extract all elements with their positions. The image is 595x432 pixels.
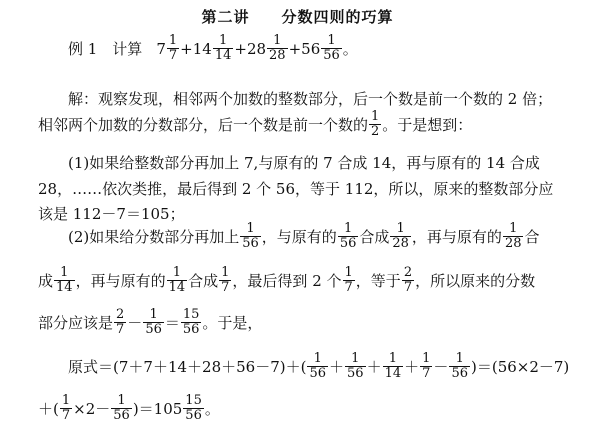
fraction: $\frac{1}{56}$ — [242, 221, 259, 251]
text: ，最后得到 2 个 — [232, 272, 342, 290]
plus-sign: ＋ — [404, 358, 420, 376]
term-whole: 56 — [301, 39, 321, 58]
solution-line-2 — [38, 110, 472, 139]
fraction: $\frac{1}{7}$ — [61, 393, 71, 423]
fraction: $\frac{1}{28}$ — [269, 33, 286, 63]
period: 。 — [204, 400, 220, 418]
fraction: $\frac{1}{56}$ — [339, 221, 357, 251]
fraction: $\frac{15}{56}$ — [182, 307, 200, 337]
fraction: $\frac{1}{56}$ — [323, 33, 340, 63]
solution-line-9 — [68, 352, 569, 381]
text: 原式＝(7＋7＋14＋28＋56－7)＋( — [68, 358, 307, 376]
text: ，与原有的 — [261, 228, 337, 246]
fraction: $\frac{1}{14}$ — [168, 265, 186, 295]
text: 该是 112－7＝105； — [38, 205, 185, 223]
term-whole: 7 — [156, 39, 166, 58]
fraction: $\frac{1}{56}$ — [309, 351, 326, 381]
text: 成 — [38, 272, 54, 290]
text: 。于是， — [202, 314, 263, 332]
text: ，再与原有的 — [411, 228, 502, 246]
solution-line-5 — [38, 203, 185, 224]
fraction: $\frac{15}{56}$ — [185, 393, 202, 423]
text: 合成 — [188, 272, 219, 290]
text: ，所以原来的分数 — [415, 272, 536, 290]
plus-sign: + — [288, 39, 302, 58]
plus-sign: + — [234, 39, 247, 58]
example-label: 例 1 计算 — [68, 40, 143, 58]
text: 28，……依次类推，最后得到 2 个 56，等于 112，所以，原来的整数部分应 — [38, 180, 554, 198]
text: ，等于 — [355, 272, 401, 290]
text: 相邻两个加数的分数部分，后一个数是前一个数的 — [38, 116, 369, 134]
fraction: $\frac{1}{56}$ — [113, 393, 130, 423]
solution-line-4 — [38, 178, 553, 199]
solution-line-8 — [38, 308, 262, 337]
equals-sign: ＝ — [164, 314, 180, 332]
fraction: $\frac{1}{56}$ — [347, 351, 364, 381]
fraction: $\frac{1}{14}$ — [56, 265, 73, 295]
fraction: $\frac{2}{7}$ — [116, 307, 125, 337]
text: ×2－ — [73, 400, 111, 418]
fraction: $\frac{1}{7}$ — [344, 265, 353, 295]
fraction: $\frac{1}{7}$ — [422, 351, 431, 381]
solution-line-7 — [38, 266, 535, 295]
fraction: $\frac{1}{14}$ — [384, 351, 402, 381]
text: (2)如果给分数部分再加上 — [68, 228, 240, 246]
fraction: $\frac{1}{7}$ — [221, 265, 230, 295]
fraction: $\frac{2}{7}$ — [403, 265, 413, 295]
text: 解：观察发现，相邻两个加数的整数部分，后一个数是前一个数的 2 倍； — [68, 90, 553, 108]
fraction: $\frac{1}{56}$ — [451, 351, 468, 381]
minus-sign: － — [433, 358, 449, 376]
solution-line-1 — [68, 88, 552, 109]
text: 合成 — [359, 228, 390, 246]
text: (1)如果给整数部分再加上 7,与原有的 7 合成 14，再与原有的 14 合成 — [68, 154, 540, 172]
minus-sign: － — [127, 314, 143, 332]
solution-line-10 — [38, 394, 220, 423]
text: 。于是想到： — [382, 116, 473, 134]
period: 。 — [342, 40, 358, 58]
text: ，再与原有的 — [75, 272, 166, 290]
text: )＝105 — [132, 400, 183, 418]
fraction: $\frac{1}{14}$ — [214, 33, 232, 63]
term-whole: 28 — [246, 39, 267, 58]
fraction: $\frac{1}{2}$ — [371, 109, 380, 139]
example-line — [68, 34, 358, 63]
text: 合 — [524, 228, 540, 246]
fraction: $\frac{1}{7}$ — [168, 33, 178, 63]
term-whole: 14 — [192, 39, 212, 58]
fraction: $\frac{1}{56}$ — [145, 307, 162, 337]
plus-sign: + — [180, 39, 193, 58]
plus-sign: ＋ — [329, 358, 345, 376]
text: ＋( — [38, 400, 59, 418]
text: 部分应该是 — [38, 314, 114, 332]
fraction: $\frac{1}{28}$ — [504, 221, 522, 251]
solution-line-3 — [68, 152, 540, 173]
page-title: 第二讲 分数四则的巧算 — [201, 8, 394, 26]
text: )＝(56×2－7) — [470, 358, 570, 376]
solution-line-6 — [68, 222, 540, 251]
plus-sign: ＋ — [366, 358, 382, 376]
fraction: $\frac{1}{28}$ — [392, 221, 409, 251]
